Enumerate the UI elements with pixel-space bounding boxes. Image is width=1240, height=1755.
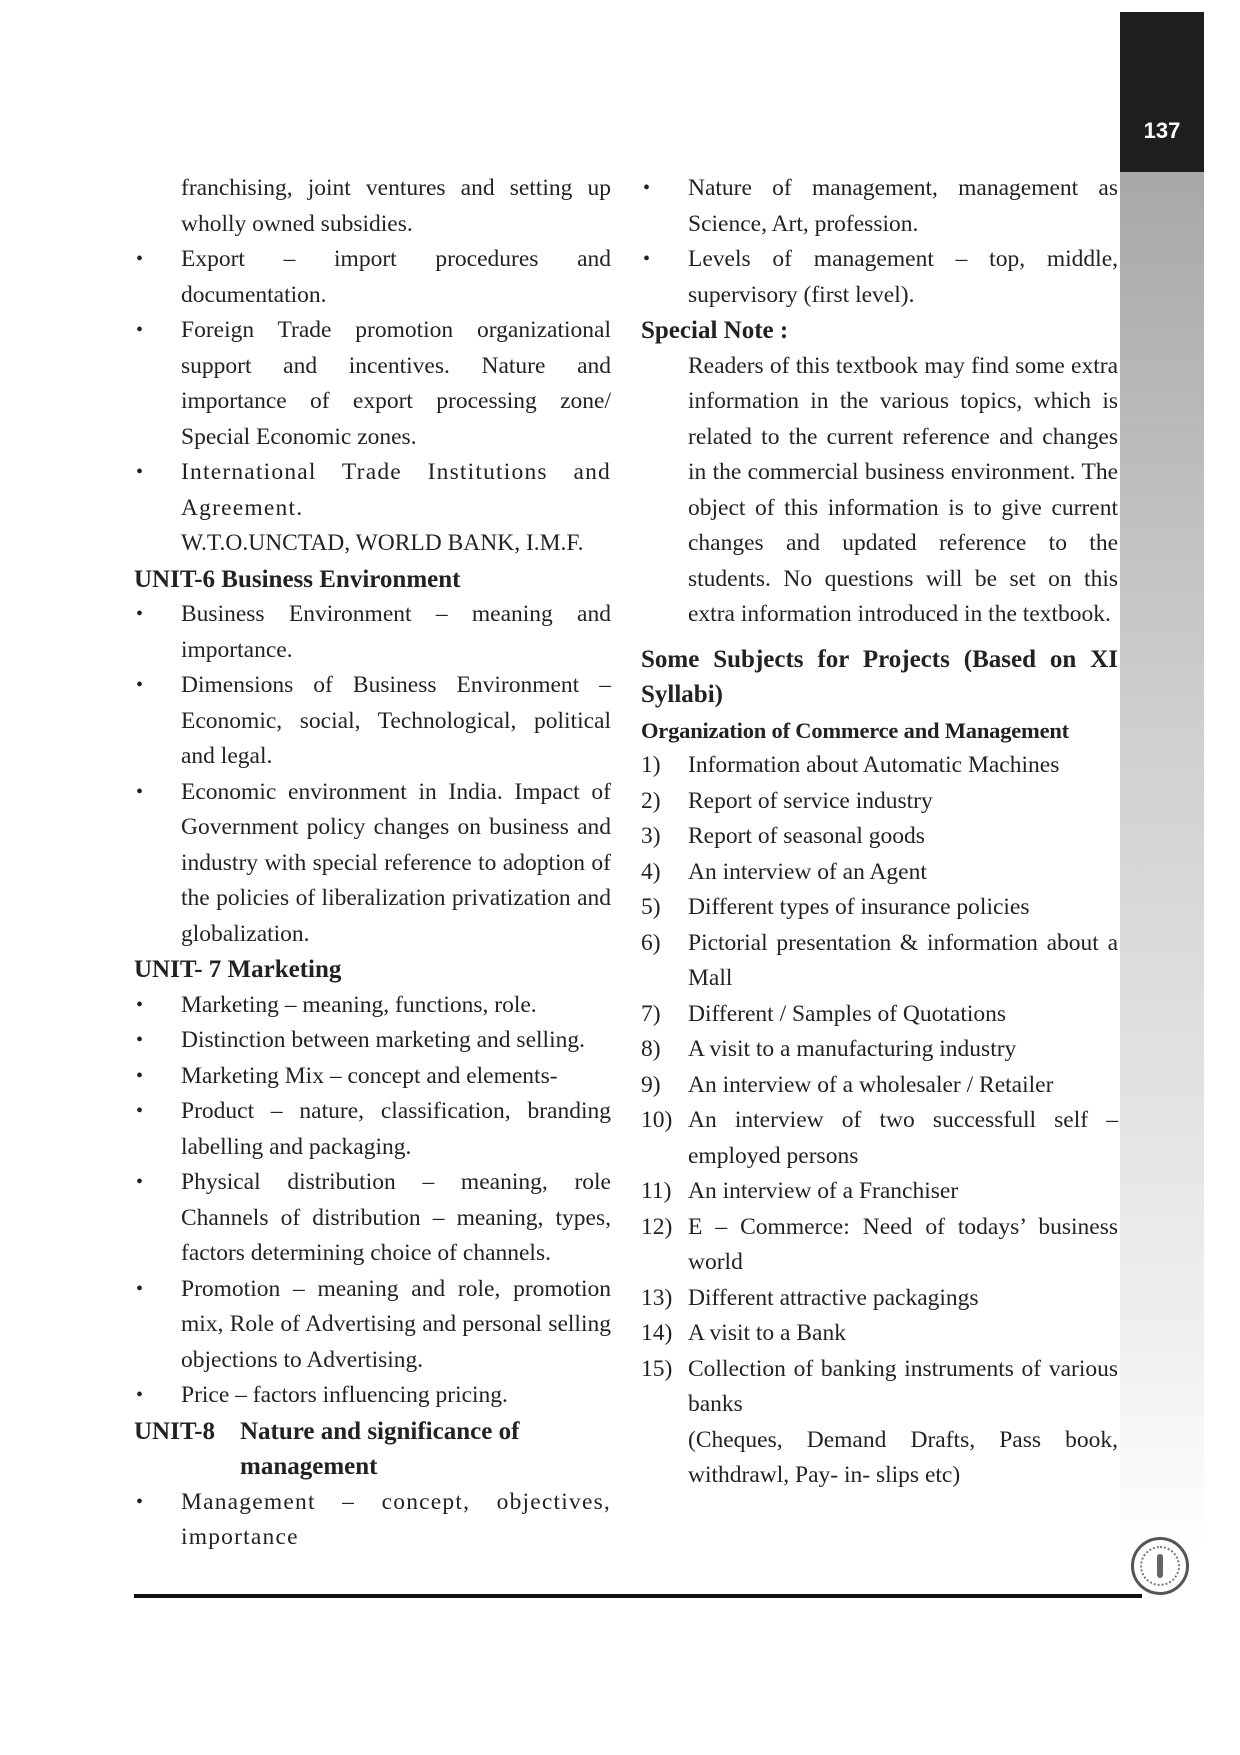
- project15-note: (Cheques, Demand Drafts, Pass book, withdrawl, Pay- in- slips etc): [688, 1426, 1118, 1488]
- unit8-label: UNIT-8: [134, 1417, 216, 1445]
- special-note-heading: Special Note :: [641, 317, 789, 344]
- project-number: 14): [641, 1320, 673, 1346]
- project-text: Different types of insurance policies: [688, 894, 1030, 920]
- project-text: Report of seasonal goods: [688, 823, 925, 849]
- project-item: [641, 997, 1118, 1033]
- list-item: • Marketing Mix – concept and elements-: [134, 1059, 611, 1095]
- project-number: 12): [641, 1213, 673, 1240]
- list-item: • Price – factors influencing pricing.: [134, 1378, 611, 1414]
- project-number: 1): [641, 752, 661, 778]
- list-item: • Nature of management, management as Science, Art, profession.: [641, 171, 1118, 242]
- list-item: • Physical distribution – meaning, role Channels of distribution – meaning, types, factors determining choice of channels.: [134, 1165, 611, 1272]
- project-number: 10): [641, 1107, 673, 1133]
- list-item: • Marketing – meaning, functions, role.: [134, 988, 611, 1024]
- project-text: E – Commerce: Need of todays’ business world: [688, 1213, 1118, 1275]
- project-text: Different attractive packagings: [688, 1284, 979, 1311]
- project-number: 8): [641, 1036, 661, 1062]
- project-number: 5): [641, 894, 661, 920]
- unit6-heading: UNIT-6 Business Environment: [134, 565, 461, 593]
- left-column: [134, 171, 611, 1556]
- project-number: 2): [641, 787, 661, 814]
- list-item: • Promotion – meaning and role, promotion mix, Role of Advertising and personal selling objections to Advertising.: [134, 1272, 611, 1379]
- list-item: • International Trade Institutions and Agreement.: [134, 455, 611, 526]
- list-item: • Management – concept, objectives, importance: [134, 1485, 611, 1556]
- project-text: Pictorial presentation & information about a Mall: [688, 929, 1118, 991]
- projects-heading: Some Subjects for Projects (Based on XI Syllabi): [641, 645, 1118, 708]
- project-text: An interview of a wholesaler / Retailer: [688, 1071, 1054, 1098]
- intro-continuation: franchising, joint ventures and setting up wholly owned subsidies.: [181, 175, 611, 237]
- project-item: [641, 748, 1118, 784]
- footer-rule: [134, 1594, 1142, 1598]
- project-number: 3): [641, 823, 661, 849]
- project-number: 7): [641, 1000, 661, 1027]
- unit8-heading: [134, 1414, 611, 1485]
- list-item: • Export – import procedures and documentation.: [134, 242, 611, 313]
- emblem-seal-icon: [1131, 1537, 1189, 1595]
- page-number: 137: [1143, 118, 1181, 143]
- list-item: • Distinction between marketing and selling.: [134, 1023, 611, 1059]
- project-item: [641, 926, 1118, 997]
- project-number: 11): [641, 1178, 672, 1204]
- project-text: Different / Samples of Quotations: [688, 1000, 1007, 1027]
- project-item: [641, 1068, 1118, 1104]
- project-item: [641, 890, 1118, 926]
- project-text: Collection of banking instruments of various banks: [688, 1355, 1118, 1417]
- project-item: [641, 855, 1118, 891]
- project-number: 15): [641, 1355, 673, 1382]
- project-text: A visit to a manufacturing industry: [688, 1036, 1017, 1062]
- special-note-text: Readers of this textbook may find some extra information in the various topics, which is related to the current reference and changes in the commercial business environment. The object of this information is to give current changes and updated reference to the students. No questions will be set on this extra information introduced in the textbook.: [688, 352, 1118, 627]
- projects-subheading: Organization of Commerce and Management: [641, 717, 1069, 743]
- project-number: 4): [641, 858, 661, 885]
- right-column: [641, 171, 1118, 1494]
- project-item: [641, 1174, 1118, 1210]
- list-item: • Economic environment in India. Impact of Government policy changes on business and industry with special reference to adoption of the policies of liberalization privatization and globalization.: [134, 775, 611, 953]
- project-item: [641, 1281, 1118, 1317]
- institutions-line: W.T.O.UNCTAD, WORLD BANK, I.M.F.: [181, 530, 584, 556]
- side-gradient-bar: [1120, 172, 1204, 1552]
- project-number: 6): [641, 929, 661, 956]
- project-text: An interview of a Franchiser: [688, 1178, 959, 1204]
- list-item: • Dimensions of Business Environment – Economic, social, Technological, political and legal.: [134, 668, 611, 775]
- unit8-title: Nature and significance of management: [240, 1417, 520, 1480]
- project-item: [641, 1103, 1118, 1174]
- project-item: [641, 784, 1118, 820]
- project-item: [641, 1210, 1118, 1281]
- list-item: • Product – nature, classification, branding labelling and packaging.: [134, 1094, 611, 1165]
- project-item: [641, 1316, 1118, 1352]
- project-item: [641, 819, 1118, 855]
- list-item: • Foreign Trade promotion organizational support and incentives. Nature and importance of export processing zone/ Special Economic zones.: [134, 313, 611, 455]
- page-number-tab: [1120, 12, 1204, 172]
- project-text: A visit to a Bank: [688, 1320, 846, 1346]
- project-number: 13): [641, 1284, 673, 1311]
- project-text: An interview of an Agent: [688, 858, 927, 885]
- list-item: • Levels of management – top, middle, supervisory (first level).: [641, 242, 1118, 313]
- project-text: Report of service industry: [688, 787, 933, 814]
- project-item: [641, 1352, 1118, 1423]
- project-number: 9): [641, 1071, 661, 1098]
- project-text: Information about Automatic Machines: [688, 752, 1060, 778]
- project-text: An interview of two successfull self – employed persons: [688, 1107, 1118, 1169]
- list-item: • Business Environment – meaning and importance.: [134, 597, 611, 668]
- unit7-heading: UNIT- 7 Marketing: [134, 956, 342, 983]
- project-item: [641, 1032, 1118, 1068]
